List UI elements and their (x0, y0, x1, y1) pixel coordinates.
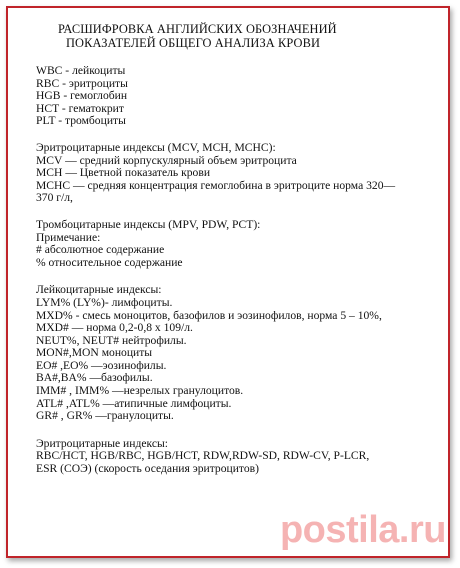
erythro-line: 370 г/л, (36, 191, 73, 205)
page-title (36, 22, 436, 50)
erythro2-line: RBC/HCT, HGB/RBC, HGB/HCT, RDW,RDW-SD, RDW-CV, P-LCR, (36, 449, 370, 463)
thrombocyte-indices-section (36, 219, 436, 269)
leuko-line: ATL# ,ATL% —атипичные лимфоциты. (36, 396, 232, 410)
basic-line: WBC - лейкоциты (36, 64, 126, 77)
erythro2-line: ESR (СОЭ) (скорость оседания эритроцитов) (36, 462, 259, 476)
section-heading: Эритроцитарные индексы (MCV, MCH, MCHC): (36, 140, 276, 154)
basic-line: PLT - тромбоциты (36, 114, 126, 128)
leuko-line: EO# ,EO% —эозинофилы. (36, 358, 167, 372)
title-line-1: РАСШИФРОВКА АНГЛИЙСКИХ ОБОЗНАЧЕНИЙ (58, 22, 337, 36)
section-heading: Лейкоцитарные индексы: (36, 283, 162, 297)
leuko-line: MON#,MON моноциты (36, 346, 153, 360)
erythrocyte-indices-2-section (36, 438, 436, 476)
note-line: % относительное содержание (36, 255, 183, 269)
postila-watermark: postila.ru (279, 509, 446, 551)
leuko-line: NEUT%, NEUT# нейтрофилы. (36, 333, 187, 347)
section-heading: Тромбоцитарные индексы (MPV, PDW, PCT): (36, 217, 261, 231)
leuko-line: BA#,BA% —базофилы. (36, 371, 153, 385)
erythro-line: MCHC — средняя концентрация гемоглобина в эритроците норма 320— (36, 178, 396, 192)
basic-line: HGB - гемоглобин (36, 89, 128, 103)
leuko-line: LYM% (LY%)- лимфоциты. (36, 295, 173, 309)
basic-section (36, 65, 436, 128)
leuko-line: MXD% - смесь моноцитов, базофилов и эозинофилов, норма 5 – 10%, (36, 308, 382, 322)
section-heading: Эритроцитарные индексы: (36, 436, 169, 450)
basic-line: HCT - гематокрит (36, 101, 124, 115)
leuko-line: MXD# — норма 0,2-0,8 х 109/л. (36, 321, 193, 335)
erythro-line: MCV — средний корпускулярный объем эритроцита (36, 153, 297, 167)
leuko-line: IMM# , IMM% —незрелых гранулоцитов. (36, 384, 244, 398)
erythrocyte-indices-section (36, 142, 436, 205)
basic-line: RBC - эритроциты (36, 76, 128, 90)
leuko-line: GR# , GR% —гранулоциты. (36, 409, 174, 423)
erythro-line: MCH — Цветной показатель крови (36, 166, 211, 180)
note-line: # абсолютное содержание (36, 243, 165, 257)
note-line: Примечание: (36, 230, 101, 244)
leukocyte-indices-section (36, 284, 436, 423)
document-body (36, 22, 436, 476)
title-line-2: ПОКАЗАТЕЛЕЙ ОБЩЕГО АНАЛИЗА КРОВИ (66, 36, 321, 50)
